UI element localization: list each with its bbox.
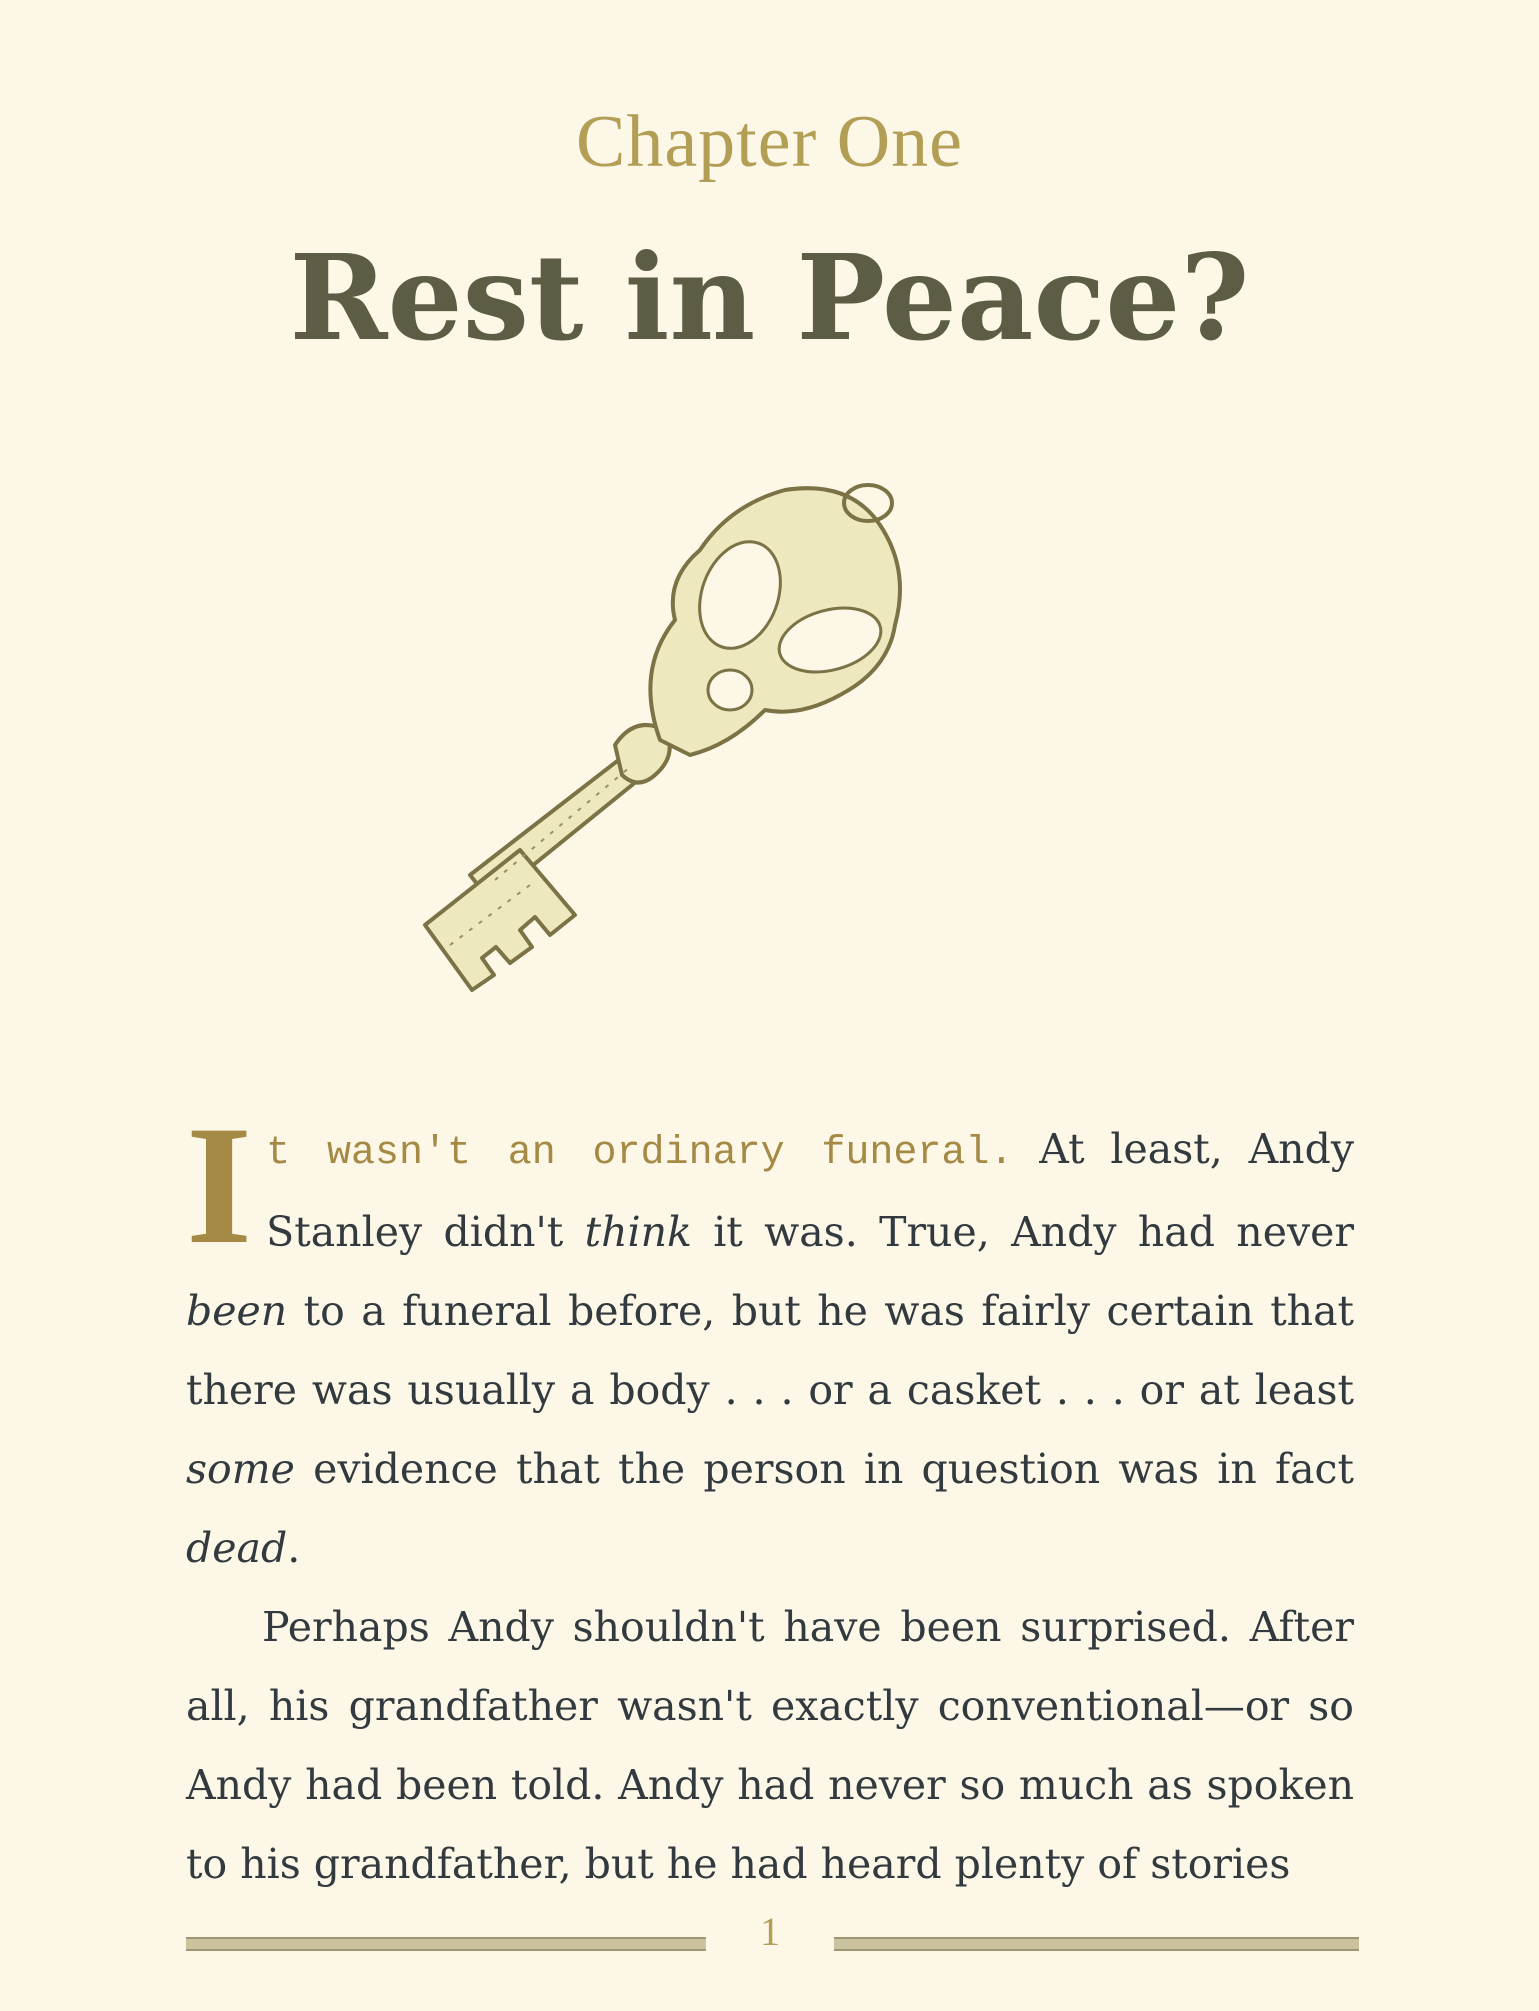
text-segment: been xyxy=(186,1287,288,1335)
footer-rule-left xyxy=(186,1937,706,1951)
paragraph-2: Perhaps Andy shouldn't have been surprised. After all, his grandfather wasn't exactly conventional—or so Andy had been told. Andy had never so much as spoken to his grandfather, but he had heard plenty of stories xyxy=(186,1603,1354,1888)
text-segment: to a funeral before, but he was fairly certain that there was usually a body . . . or a casket . . . or at least xyxy=(186,1287,1354,1414)
lead-in: t wasn't an ordinary funeral. xyxy=(266,1131,1014,1176)
footer-rule-right xyxy=(834,1937,1359,1951)
paragraph-1 xyxy=(186,1091,1354,1588)
text-segment: . xyxy=(287,1524,301,1572)
text-segment: some xyxy=(186,1445,295,1493)
chapter-title: Rest in Peace? xyxy=(289,228,1250,367)
text-segment: evidence that the person in question was in fact xyxy=(294,1445,1354,1493)
page-number: 1 xyxy=(760,1909,780,1954)
chapter-label: Chapter One xyxy=(575,101,964,183)
body-text xyxy=(186,1091,1354,1904)
skeleton-key-icon xyxy=(410,455,1030,995)
text-segment: dead xyxy=(186,1524,288,1572)
text-segment: it was. True, Andy had never xyxy=(691,1208,1354,1256)
text-segment: At least, Andy Stanley didn't xyxy=(266,1125,1354,1256)
text-segment: think xyxy=(584,1208,692,1256)
drop-cap: I xyxy=(186,1091,253,1279)
